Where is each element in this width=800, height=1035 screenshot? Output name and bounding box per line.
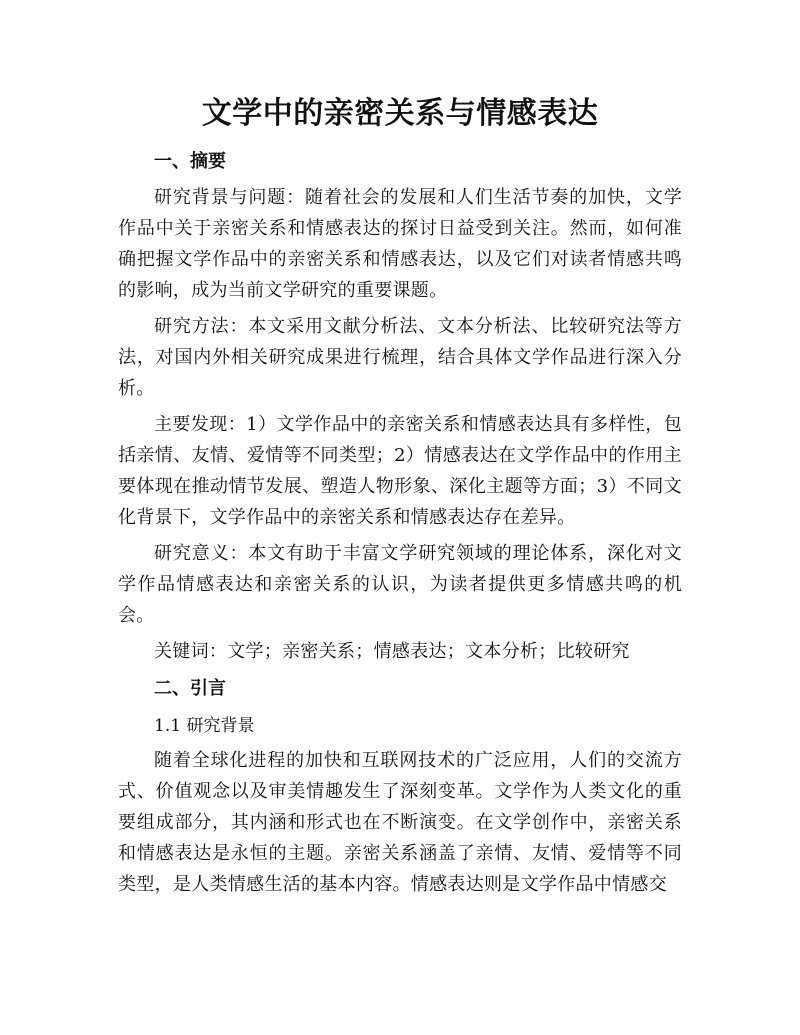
section-heading-introduction: 二、引言: [154, 678, 226, 699]
introduction-paragraph: 随着全球化进程的加快和互联网技术的广泛应用，人们的交流方式、价值观念以及审美情趣发生了深刻变革。文学作为人类文化的重要组成部分，其内涵和形式也在不断演变。在文学创作中，亲密关系和情感表达是永恒的主题。亲密关系涵盖了亲情、友情、爱情等不同类型，是人类情感生活的基本内容。情感表达则是文学作品中情感交: [118, 750, 682, 895]
keywords-line: 关键词：文学；亲密关系；情感表达；文本分析；比较研究: [154, 641, 630, 662]
document-title: 文学中的亲密关系与情感表达: [201, 96, 599, 131]
subsection-heading-research-background: 1.1 研究背景: [154, 716, 255, 736]
abstract-background-paragraph: 研究背景与问题：随着社会的发展和人们生活节奏的加快，文学作品中关于亲密关系和情感表达的探讨日益受到关注。然而，如何准确把握文学作品中的亲密关系和情感表达，以及它们对读者情感共鸣的影响，成为当前文学研究的重要课题。: [118, 187, 682, 301]
abstract-findings-paragraph: 主要发现：1）文学作品中的亲密关系和情感表达具有多样性，包括亲情、友情、爱情等不同类型；2）情感表达在文学作品中的作用主要体现在推动情节发展、塑造人物形象、深化主题等方面；3）不同文化背景下，文学作品中的亲密关系和情感表达存在差异。: [118, 414, 682, 528]
section-heading-abstract: 一、摘要: [154, 151, 226, 172]
abstract-method-paragraph: 研究方法：本文采用文献分析法、文本分析法、比较研究法等方法，对国内外相关研究成果进行梳理，结合具体文学作品进行深入分析。: [118, 316, 682, 399]
abstract-significance-paragraph: 研究意义：本文有助于丰富文学研究领域的理论体系，深化对文学作品情感表达和亲密关系的认识，为读者提供更多情感共鸣的机会。: [118, 543, 682, 626]
